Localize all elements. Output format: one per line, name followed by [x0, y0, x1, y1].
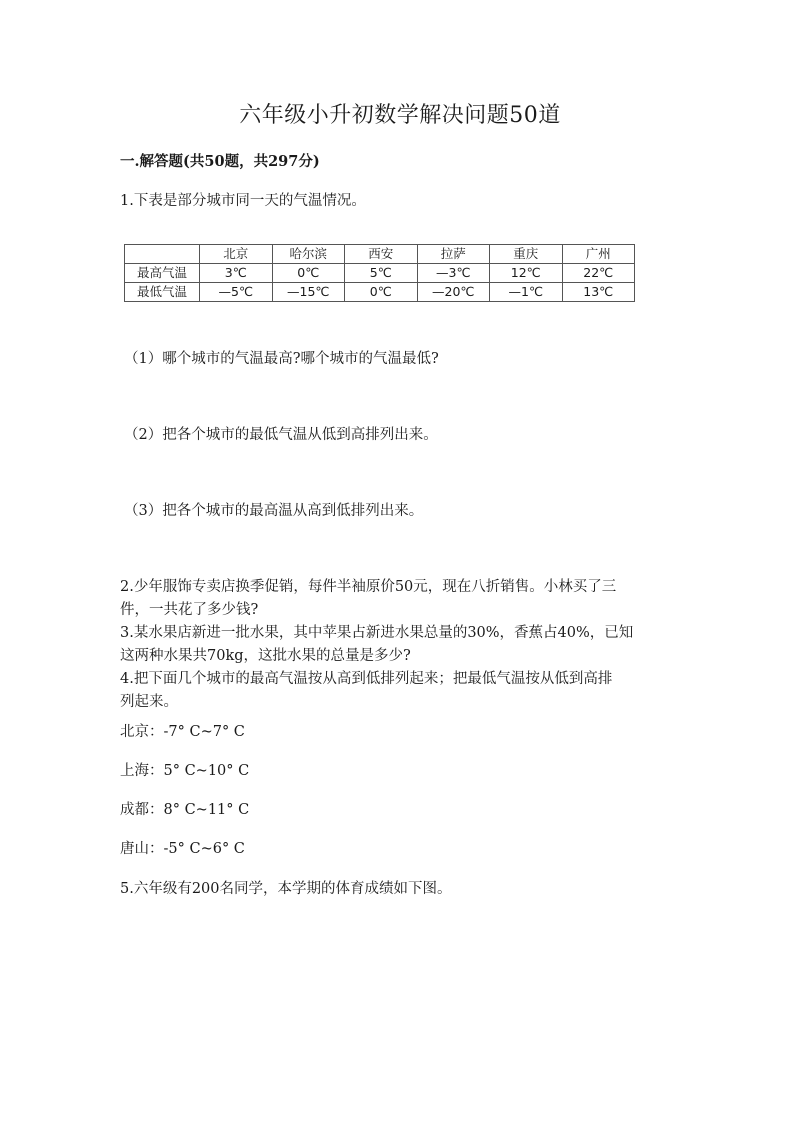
- table-row: [125, 283, 635, 302]
- table-cell: —20℃: [417, 283, 490, 302]
- table-header-cell: 广州: [562, 245, 635, 264]
- question-4-line-2: 列起来。: [120, 694, 178, 710]
- question-3-line-2: 这两种水果共70kg，这批水果的总量是多少?: [120, 648, 411, 664]
- question-3-line-1: 3.某水果店新进一批水果，其中苹果占新进水果总量的30%，香蕉占40%，已知: [120, 625, 634, 641]
- table-cell: —1℃: [490, 283, 563, 302]
- table-cell: 12℃: [490, 264, 563, 283]
- table-header-cell: [125, 245, 200, 264]
- table-header-cell: 北京: [200, 245, 273, 264]
- table-cell: 5℃: [345, 264, 418, 283]
- table-cell: —3℃: [417, 264, 490, 283]
- city-temperature-shanghai: 上海：5° C~10° C: [120, 763, 250, 779]
- question-1-subquestion-3: （3）把各个城市的最高温从高到低排列出来。: [124, 503, 424, 519]
- question-1-subquestion-1: （1）哪个城市的气温最高?哪个城市的气温最低?: [124, 351, 439, 367]
- question-5-stem: 5.六年级有200名同学，本学期的体育成绩如下图。: [120, 881, 452, 897]
- question-1-subquestion-2: （2）把各个城市的最低气温从低到高排列出来。: [124, 427, 438, 443]
- table-cell: —5℃: [200, 283, 273, 302]
- city-temperature-beijing: 北京：-7° C~7° C: [120, 724, 245, 740]
- city-temperature-tangshan: 唐山：-5° C~6° C: [120, 841, 245, 857]
- section-header: 一.解答题(共50题，共297分): [120, 153, 320, 170]
- table-cell: 13℃: [562, 283, 635, 302]
- table-header-cell: 西安: [345, 245, 418, 264]
- table-header-cell: 重庆: [490, 245, 563, 264]
- table-header-row: [125, 245, 635, 264]
- city-temperature-chengdu: 成都：8° C~11° C: [120, 802, 250, 818]
- question-2-line-1: 2.少年服饰专卖店换季促销，每件半袖原价50元，现在八折销售。小林买了三: [120, 579, 617, 595]
- table-header-cell: 拉萨: [417, 245, 490, 264]
- table-row: [125, 264, 635, 283]
- table-row-label: 最低气温: [125, 283, 200, 302]
- table-cell: 0℃: [345, 283, 418, 302]
- table-row-label: 最高气温: [125, 264, 200, 283]
- document-title: 六年级小升初数学解决问题50道: [239, 103, 561, 128]
- question-1-stem: 1.下表是部分城市同一天的气温情况。: [120, 193, 366, 209]
- table-cell: —15℃: [272, 283, 345, 302]
- temperature-table: [124, 244, 635, 302]
- table-header-cell: 哈尔滨: [272, 245, 345, 264]
- table-cell: 3℃: [200, 264, 273, 283]
- question-4-line-1: 4.把下面几个城市的最高气温按从高到低排列起来；把最低气温按从低到高排: [120, 671, 613, 687]
- question-2-line-2: 件，一共花了多少钱?: [120, 602, 259, 618]
- table-cell: 0℃: [272, 264, 345, 283]
- table-cell: 22℃: [562, 264, 635, 283]
